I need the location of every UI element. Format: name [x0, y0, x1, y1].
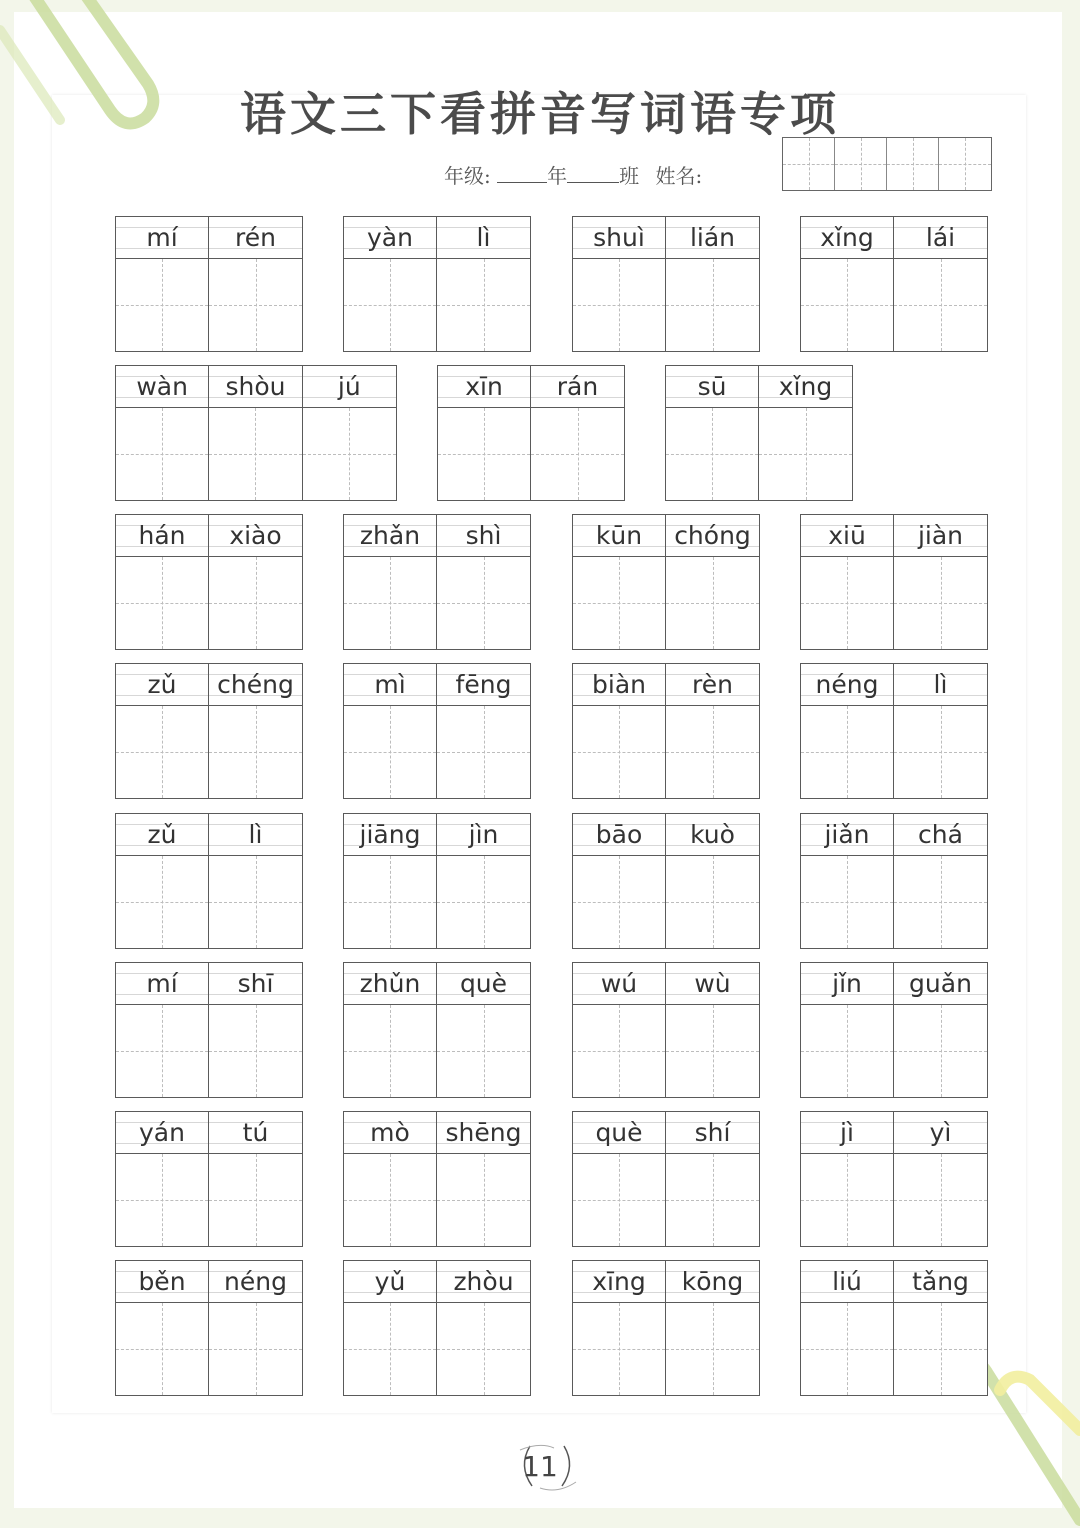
pinyin-label: zhǔn — [344, 963, 436, 1005]
character-column — [573, 814, 666, 948]
word-box — [665, 365, 853, 501]
word-box — [115, 962, 303, 1098]
pinyin-label: wù — [666, 963, 759, 1005]
character-column — [344, 814, 437, 948]
character-column — [344, 1112, 437, 1246]
pinyin-label: kūn — [573, 515, 665, 557]
hanzi-writing-cell[interactable] — [116, 706, 208, 798]
class-blank[interactable] — [567, 164, 619, 183]
word-box — [800, 663, 988, 799]
character-column — [894, 1112, 987, 1246]
hanzi-writing-cell[interactable] — [573, 259, 665, 351]
word-box — [343, 813, 531, 949]
character-column — [801, 814, 894, 948]
hanzi-writing-cell[interactable] — [437, 557, 530, 649]
hanzi-writing-cell[interactable] — [116, 259, 208, 351]
pinyin-label: néng — [801, 664, 893, 706]
pinyin-label: què — [573, 1112, 665, 1154]
character-column — [116, 217, 209, 351]
character-column — [344, 963, 437, 1097]
hanzi-writing-cell[interactable] — [209, 259, 302, 351]
pinyin-label: tǎng — [894, 1261, 987, 1303]
word-box — [800, 514, 988, 650]
character-column — [573, 217, 666, 351]
name-cell[interactable] — [783, 138, 835, 190]
pinyin-label: jìn — [437, 814, 530, 856]
hanzi-writing-cell[interactable] — [437, 856, 530, 948]
word-box — [115, 813, 303, 949]
character-column — [303, 366, 396, 500]
pinyin-label: jiàn — [894, 515, 987, 557]
character-column — [573, 664, 666, 798]
pinyin-label: yàn — [344, 217, 436, 259]
pinyin-label: biàn — [573, 664, 665, 706]
character-column — [116, 515, 209, 649]
pinyin-label: jǐn — [801, 963, 893, 1005]
hanzi-writing-cell[interactable] — [344, 557, 436, 649]
word-box — [800, 962, 988, 1098]
word-box — [343, 216, 531, 352]
hanzi-writing-cell[interactable] — [573, 557, 665, 649]
hanzi-writing-cell[interactable] — [801, 1005, 893, 1097]
pinyin-label: yán — [116, 1112, 208, 1154]
word-box — [572, 663, 760, 799]
hanzi-writing-cell[interactable] — [573, 1154, 665, 1246]
pinyin-label: liú — [801, 1261, 893, 1303]
pinyin-label: kuò — [666, 814, 759, 856]
hanzi-writing-cell[interactable] — [344, 1303, 436, 1395]
pinyin-label: bāo — [573, 814, 665, 856]
character-column — [209, 664, 302, 798]
word-box — [572, 1260, 760, 1396]
character-column — [344, 515, 437, 649]
pinyin-label: jì — [801, 1112, 893, 1154]
character-column — [438, 366, 531, 500]
hanzi-writing-cell[interactable] — [894, 706, 987, 798]
word-box — [572, 216, 760, 352]
hanzi-writing-cell[interactable] — [209, 856, 302, 948]
hanzi-writing-cell[interactable] — [801, 1154, 893, 1246]
word-box — [115, 514, 303, 650]
word-box — [115, 1260, 303, 1396]
character-column — [437, 217, 530, 351]
character-column — [801, 664, 894, 798]
name-cell[interactable] — [939, 138, 991, 190]
pinyin-label: rèn — [666, 664, 759, 706]
name-label: 姓名: — [655, 164, 703, 188]
hanzi-writing-cell[interactable] — [759, 408, 852, 500]
pinyin-label: shēng — [437, 1112, 530, 1154]
character-column — [209, 963, 302, 1097]
character-column — [116, 1261, 209, 1395]
character-column — [573, 1261, 666, 1395]
class-label: 班 — [619, 164, 640, 188]
hanzi-writing-cell[interactable] — [437, 1154, 530, 1246]
pinyin-label: hán — [116, 515, 208, 557]
pinyin-label: shí — [666, 1112, 759, 1154]
pinyin-label: sū — [666, 366, 758, 408]
pinyin-label: mì — [344, 664, 436, 706]
hanzi-writing-cell[interactable] — [209, 706, 302, 798]
word-box — [115, 663, 303, 799]
hanzi-writing-cell[interactable] — [666, 1154, 759, 1246]
character-column — [666, 1261, 759, 1395]
pinyin-label: rán — [531, 366, 624, 408]
character-column — [894, 963, 987, 1097]
hanzi-writing-cell[interactable] — [209, 408, 301, 500]
character-column — [209, 1112, 302, 1246]
hanzi-writing-cell[interactable] — [666, 259, 759, 351]
hanzi-writing-cell[interactable] — [209, 1154, 302, 1246]
character-column — [437, 664, 530, 798]
pinyin-label: jú — [303, 366, 396, 408]
year-label: 年 — [547, 164, 568, 188]
hanzi-writing-cell[interactable] — [303, 408, 396, 500]
pinyin-label: lián — [666, 217, 759, 259]
pinyin-label: zhòu — [437, 1261, 530, 1303]
pinyin-label: yì — [894, 1112, 987, 1154]
pinyin-label: rén — [209, 217, 302, 259]
pinyin-label: tú — [209, 1112, 302, 1154]
pinyin-label: fēng — [437, 664, 530, 706]
student-info — [444, 160, 702, 189]
character-column — [116, 963, 209, 1097]
hanzi-writing-cell[interactable] — [894, 1303, 987, 1395]
hanzi-writing-cell[interactable] — [344, 706, 436, 798]
character-column — [666, 664, 759, 798]
pinyin-label: lì — [894, 664, 987, 706]
hanzi-writing-cell[interactable] — [209, 1005, 302, 1097]
hanzi-writing-cell[interactable] — [116, 856, 208, 948]
hanzi-writing-cell[interactable] — [666, 856, 759, 948]
character-column — [437, 963, 530, 1097]
hanzi-writing-cell[interactable] — [116, 1303, 208, 1395]
hanzi-writing-cell[interactable] — [666, 408, 758, 500]
character-column — [209, 814, 302, 948]
hanzi-writing-cell[interactable] — [116, 1005, 208, 1097]
hanzi-writing-cell[interactable] — [209, 1303, 302, 1395]
pinyin-label: zhǎn — [344, 515, 436, 557]
character-column — [573, 1112, 666, 1246]
character-column — [116, 1112, 209, 1246]
pinyin-label: chá — [894, 814, 987, 856]
character-column — [209, 1261, 302, 1395]
pinyin-label: guǎn — [894, 963, 987, 1005]
pinyin-label: xiū — [801, 515, 893, 557]
hanzi-writing-cell[interactable] — [666, 557, 759, 649]
word-box — [115, 365, 397, 501]
page-number: 11 — [522, 1450, 558, 1483]
character-column — [666, 515, 759, 649]
pinyin-label: shì — [437, 515, 530, 557]
hanzi-writing-cell[interactable] — [666, 1005, 759, 1097]
pinyin-label: mí — [116, 217, 208, 259]
hanzi-writing-cell[interactable] — [801, 856, 893, 948]
hanzi-writing-cell[interactable] — [344, 1005, 436, 1097]
word-box — [572, 1111, 760, 1247]
name-cell[interactable] — [887, 138, 939, 190]
character-column — [209, 366, 302, 500]
grade-label: 年级: — [444, 164, 491, 188]
hanzi-writing-cell[interactable] — [573, 1303, 665, 1395]
pinyin-label: chéng — [209, 664, 302, 706]
pinyin-label: běn — [116, 1261, 208, 1303]
pinyin-label: lì — [209, 814, 302, 856]
word-box — [800, 1260, 988, 1396]
word-box — [343, 663, 531, 799]
character-column — [573, 515, 666, 649]
hanzi-writing-cell[interactable] — [894, 259, 987, 351]
pinyin-label: mí — [116, 963, 208, 1005]
character-column — [759, 366, 852, 500]
pinyin-label: chóng — [666, 515, 759, 557]
pinyin-label: néng — [209, 1261, 302, 1303]
hanzi-writing-cell[interactable] — [894, 557, 987, 649]
hanzi-writing-cell[interactable] — [344, 259, 436, 351]
page-title: 语文三下看拼音写词语专项 — [240, 87, 840, 141]
word-box — [572, 962, 760, 1098]
character-column — [437, 515, 530, 649]
character-column — [894, 1261, 987, 1395]
hanzi-writing-cell[interactable] — [344, 856, 436, 948]
character-column — [801, 963, 894, 1097]
character-column — [344, 217, 437, 351]
hanzi-writing-cell[interactable] — [573, 1005, 665, 1097]
hanzi-writing-cell[interactable] — [801, 259, 893, 351]
hanzi-writing-cell[interactable] — [573, 706, 665, 798]
character-column — [666, 217, 759, 351]
character-column — [666, 366, 759, 500]
pinyin-label: wú — [573, 963, 665, 1005]
character-column — [116, 664, 209, 798]
hanzi-writing-cell[interactable] — [801, 557, 893, 649]
pinyin-label: lái — [894, 217, 987, 259]
character-column — [344, 664, 437, 798]
hanzi-writing-cell[interactable] — [116, 557, 208, 649]
word-box — [800, 1111, 988, 1247]
word-box — [572, 514, 760, 650]
hanzi-writing-cell[interactable] — [438, 408, 530, 500]
hanzi-writing-cell[interactable] — [437, 1005, 530, 1097]
pinyin-label: wàn — [116, 366, 208, 408]
name-cell[interactable] — [835, 138, 887, 190]
character-column — [801, 1261, 894, 1395]
hanzi-writing-cell[interactable] — [894, 1154, 987, 1246]
word-box — [572, 813, 760, 949]
word-box — [343, 514, 531, 650]
hanzi-writing-cell[interactable] — [666, 1303, 759, 1395]
hanzi-writing-cell[interactable] — [894, 1005, 987, 1097]
character-column — [531, 366, 624, 500]
pinyin-label: què — [437, 963, 530, 1005]
pinyin-label: xiào — [209, 515, 302, 557]
word-box — [343, 1111, 531, 1247]
hanzi-writing-cell[interactable] — [209, 557, 302, 649]
pinyin-label: xīng — [573, 1261, 665, 1303]
hanzi-writing-cell[interactable] — [801, 1303, 893, 1395]
hanzi-writing-cell[interactable] — [666, 706, 759, 798]
word-box — [343, 1260, 531, 1396]
character-column — [344, 1261, 437, 1395]
character-column — [116, 814, 209, 948]
character-column — [894, 515, 987, 649]
character-column — [666, 1112, 759, 1246]
character-column — [573, 963, 666, 1097]
character-column — [209, 217, 302, 351]
character-column — [894, 217, 987, 351]
pinyin-label: jiāng — [344, 814, 436, 856]
pinyin-label: mò — [344, 1112, 436, 1154]
pinyin-label: xǐng — [759, 366, 852, 408]
pinyin-label: lì — [437, 217, 530, 259]
pinyin-label: shòu — [209, 366, 301, 408]
hanzi-writing-cell[interactable] — [344, 1154, 436, 1246]
character-column — [437, 1112, 530, 1246]
word-box — [343, 962, 531, 1098]
pinyin-label: kōng — [666, 1261, 759, 1303]
hanzi-writing-cell[interactable] — [531, 408, 624, 500]
pinyin-label: zǔ — [116, 664, 208, 706]
character-column — [801, 217, 894, 351]
hanzi-writing-cell[interactable] — [437, 706, 530, 798]
hanzi-writing-cell[interactable] — [894, 856, 987, 948]
name-writing-grid[interactable] — [782, 137, 992, 191]
year-blank[interactable] — [497, 164, 547, 183]
character-column — [437, 814, 530, 948]
hanzi-writing-cell[interactable] — [437, 1303, 530, 1395]
character-column — [894, 664, 987, 798]
hanzi-writing-cell[interactable] — [573, 856, 665, 948]
pinyin-label: zǔ — [116, 814, 208, 856]
hanzi-writing-cell[interactable] — [437, 259, 530, 351]
pinyin-label: jiǎn — [801, 814, 893, 856]
word-box — [437, 365, 625, 501]
word-box — [115, 1111, 303, 1247]
character-column — [209, 515, 302, 649]
word-box — [115, 216, 303, 352]
pinyin-label: xǐng — [801, 217, 893, 259]
hanzi-writing-cell[interactable] — [801, 706, 893, 798]
character-column — [116, 366, 209, 500]
character-column — [666, 963, 759, 1097]
hanzi-writing-cell[interactable] — [116, 1154, 208, 1246]
pinyin-label: yǔ — [344, 1261, 436, 1303]
word-box — [800, 216, 988, 352]
pinyin-label: shī — [209, 963, 302, 1005]
word-box — [800, 813, 988, 949]
pinyin-label: shuì — [573, 217, 665, 259]
character-column — [666, 814, 759, 948]
character-column — [894, 814, 987, 948]
character-column — [801, 515, 894, 649]
hanzi-writing-cell[interactable] — [116, 408, 208, 500]
character-column — [437, 1261, 530, 1395]
character-column — [801, 1112, 894, 1246]
pinyin-label: xīn — [438, 366, 530, 408]
